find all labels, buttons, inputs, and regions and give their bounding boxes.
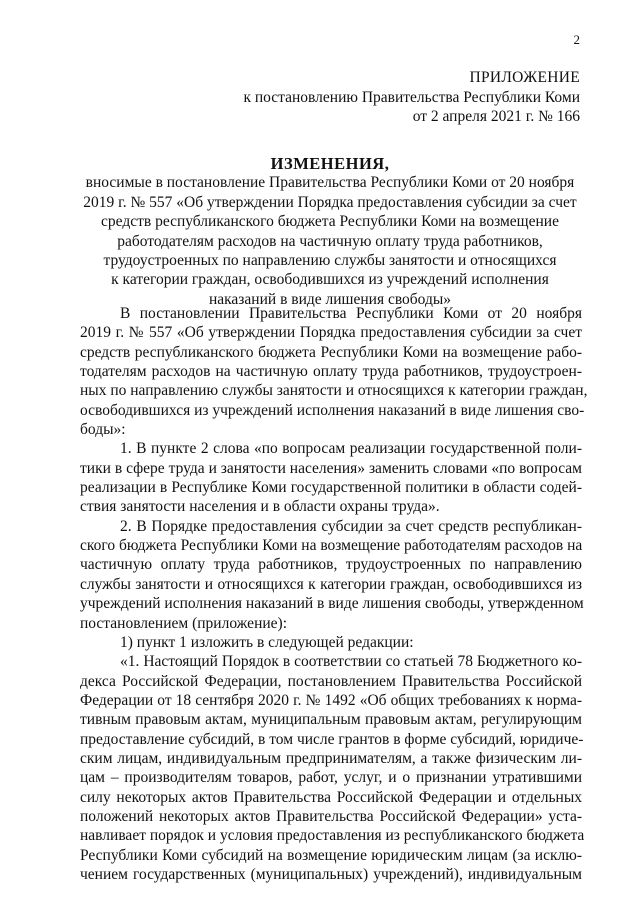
body-line: Федерации от 18 сентября 2020 г. № 1492 «Об общих требованиях к норма-	[80, 691, 582, 709]
heading-line: 2019 г. № 557 «Об утверждении Порядка предоставления субсидии за счет	[83, 193, 577, 211]
body-line: ским лицам, индивидуальным предпринимателям, а также физическим ли-	[80, 749, 582, 767]
appendix-block	[180, 68, 580, 127]
appendix-title: ПРИЛОЖЕНИЕ	[469, 69, 580, 86]
heading-line: работодателям расходов на частичную оплату труда работников,	[117, 232, 543, 250]
body-line: частичную оплату труда работников, трудоустроенных по направлению	[80, 556, 582, 574]
body-line: Республики Коми субсидий на возмещение юридическим лицам (за исклю-	[80, 846, 582, 864]
heading-line: к категории граждан, освободившихся из учреждений исполнения	[111, 271, 549, 289]
document-body	[80, 304, 588, 884]
body-line: предоставление субсидий, в том числе грантов в форме субсидий, юридиче-	[80, 730, 584, 748]
body-line: боды»:	[80, 421, 126, 439]
body-line: 1) пункт 1 изложить в следующей редакции:	[120, 633, 414, 651]
appendix-reference-line: к постановлению Правительства Республики Коми	[243, 88, 580, 106]
body-line: тивным правовым актам, муниципальным правовым актам, регулирующим	[80, 711, 582, 729]
body-line: 2. В Порядке предоставления субсидии за счет средств республикан-	[120, 517, 582, 535]
body-line: освободившихся из учреждений исполнения наказаний в виде лишения сво-	[80, 401, 585, 419]
body-line: цам – производителям товаров, работ, услуг, и о признании утратившими	[80, 769, 582, 787]
body-line: ных по направлению службы занятости и относящихся к категории граждан,	[80, 382, 588, 400]
body-line: 1. В пункте 2 слова «по вопросам реализации государственной поли-	[120, 440, 582, 458]
body-line: В постановлении Правительства Республики Коми от 20 ноября	[120, 305, 582, 322]
heading-line: наказаний в виде лишения свободы»	[208, 290, 452, 308]
heading-title: ИЗМЕНЕНИЯ,	[270, 154, 390, 173]
body-line: средств республиканского бюджета Республики Коми на возмещение рабо-	[80, 343, 582, 361]
body-line: силу некоторых актов Правительства Российской Федерации и отдельных	[80, 788, 582, 806]
body-line: тодателям расходов на частичную оплату труда работников, трудоустроен-	[80, 363, 582, 381]
body-line: 2019 г. № 557 «Об утверждении Порядка предоставления субсидии за счет	[80, 324, 582, 342]
heading-line: трудоустроенных по направлению службы занятости и относящихся	[103, 252, 557, 270]
heading-line: средств республиканского бюджета Республики Коми на возмещение	[101, 213, 559, 231]
body-line: навливает порядок и условия предоставления из республиканского бюджета	[80, 827, 585, 845]
body-line: декса Российской Федерации, постановлением Правительства Российской	[80, 672, 582, 690]
body-line: «1. Настоящий Порядок в соответствии со статьей 78 Бюджетного ко-	[120, 653, 582, 671]
body-line: ствия занятости населения и в области охраны труда».	[80, 498, 440, 516]
body-line: чением государственных (муниципальных) учреждений), индивидуальным	[80, 865, 582, 883]
body-line: тики в сфере труда и занятости населения» заменить словами «по вопросам	[80, 459, 582, 477]
body-line: ского бюджета Республики Коми на возмещение работодателям расходов на	[80, 537, 583, 555]
body-line: положений некоторых актов Правительства Российской Федерации» уста-	[80, 807, 582, 825]
body-line: реализации в Республике Коми государственной политики в области содей-	[80, 479, 582, 497]
document-heading	[80, 154, 580, 309]
body-line: постановлением (приложение):	[80, 614, 288, 632]
page-number: 2	[573, 32, 580, 47]
body-line: учреждений исполнения наказаний в виде лишения свободы, утвержденном	[80, 595, 584, 613]
heading-line: вносимые в постановление Правительства Республики Коми от 20 ноября	[85, 174, 575, 192]
body-line: службы занятости и относящихся к категории граждан, освободившихся из	[80, 575, 582, 593]
appendix-date-line: от 2 апреля 2021 г. № 166	[412, 108, 580, 125]
